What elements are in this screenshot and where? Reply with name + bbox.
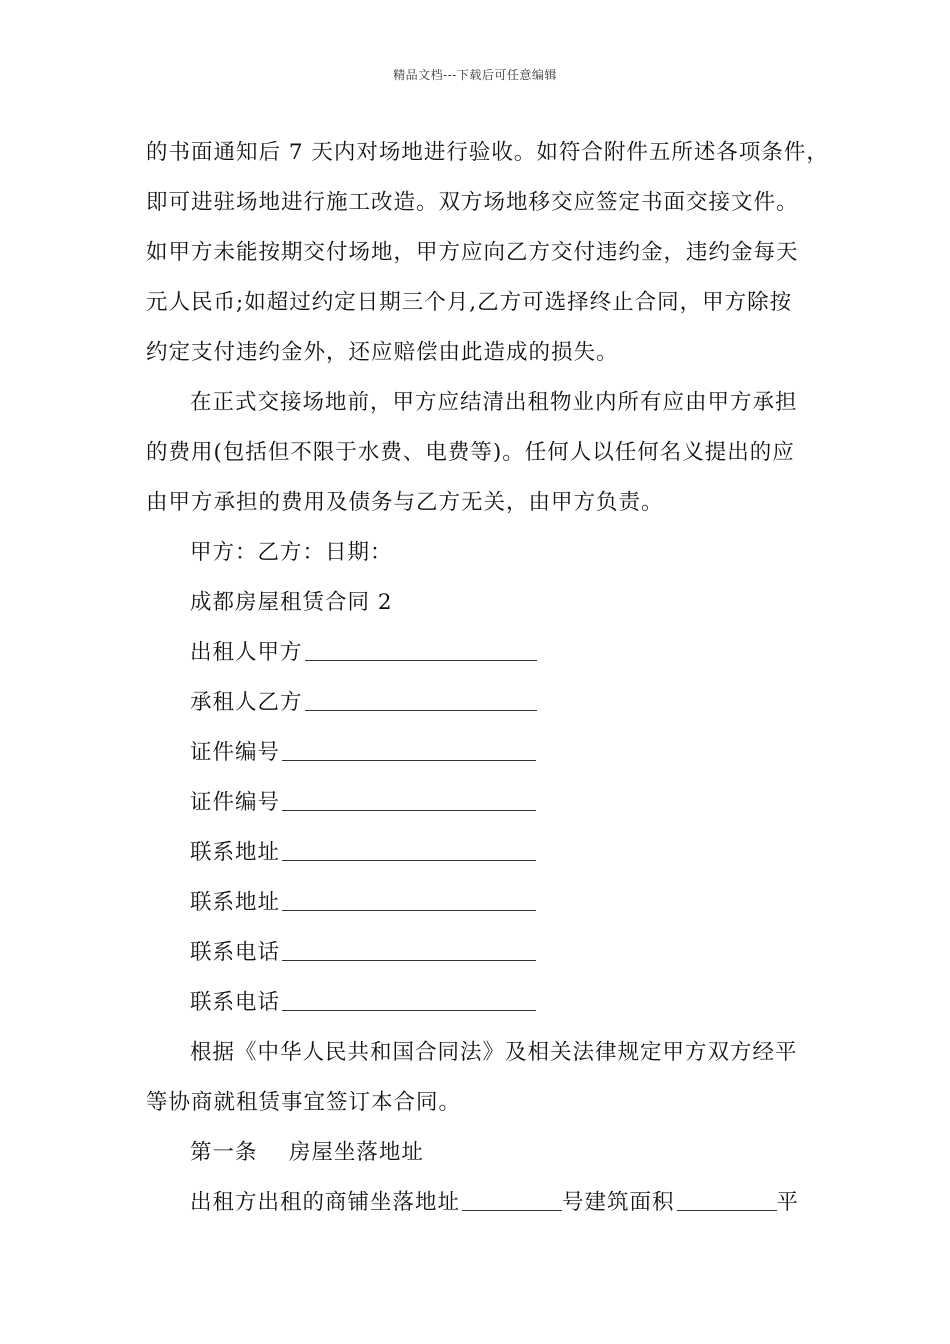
text-line: 在正式交接场地前，甲方应结清出租物业内所有应由甲方承担	[190, 390, 798, 415]
field-row	[146, 778, 806, 828]
field-label: 联系电话	[190, 990, 281, 1015]
field-row	[146, 928, 806, 978]
blank-field	[282, 934, 536, 961]
field-row	[146, 828, 806, 878]
blank-field	[462, 1184, 562, 1211]
text-line: 的书面通知后 7 天内对场地进行验收。如符合附件五所述各项条件，	[146, 140, 829, 165]
field-label: 证件编号	[190, 790, 281, 815]
blank-field	[282, 734, 536, 761]
page-header: 精品文档---下载后可任意编辑	[393, 68, 557, 82]
field-label: 平	[776, 1190, 800, 1215]
text-line: 即可进驻场地进行施工改造。双方场地移交应签定书面交接文件。	[146, 190, 799, 215]
field-row	[146, 678, 806, 728]
field-label: 联系电话	[190, 940, 281, 965]
field-label: 联系地址	[190, 890, 281, 915]
blank-field	[305, 684, 537, 711]
field-label: 联系地址	[190, 840, 281, 865]
field-label: 承租人乙方	[190, 690, 303, 715]
text-line: 约定支付违约金外，还应赔偿由此造成的损失。	[146, 340, 619, 365]
field-label: 证件编号	[190, 740, 281, 765]
field-row	[146, 978, 806, 1028]
field-label: 号建筑面积	[562, 1190, 675, 1215]
text-line: 的费用(包括但不限于水费、电费等)。任何人以任何名义提出的应	[146, 440, 795, 465]
signature-line: 甲方：乙方：日期：	[190, 540, 393, 565]
text-line: 元人民币;如超过约定日期三个月,乙方可选择终止合同，甲方除按	[146, 290, 793, 315]
text-line: 如甲方未能按期交付场地，甲方应向乙方交付违约金，违约金每天	[146, 240, 799, 265]
field-label: 出租人甲方	[190, 640, 303, 665]
field-row	[146, 878, 806, 928]
blank-field	[305, 634, 537, 661]
document-body	[146, 128, 829, 1228]
blank-field	[677, 1184, 777, 1211]
text-line: 由甲方承担的费用及债务与乙方无关，由甲方负责。	[146, 490, 664, 515]
field-label: 出租方出租的商铺坐落地址	[190, 1190, 461, 1215]
contract-title: 成都房屋租赁合同 2	[190, 590, 393, 615]
blank-field	[282, 834, 536, 861]
blank-field	[282, 884, 536, 911]
text-line: 根据《中华人民共和国合同法》及相关法律规定甲方双方经平	[190, 1040, 798, 1065]
blank-field	[282, 784, 536, 811]
article-heading: 第一条 房屋坐落地址	[190, 1140, 424, 1165]
field-row	[146, 628, 806, 678]
text-line: 等协商就租赁事宜签订本合同。	[146, 1090, 462, 1115]
field-row	[146, 728, 806, 778]
blank-field	[282, 984, 536, 1011]
field-row	[146, 1178, 806, 1228]
